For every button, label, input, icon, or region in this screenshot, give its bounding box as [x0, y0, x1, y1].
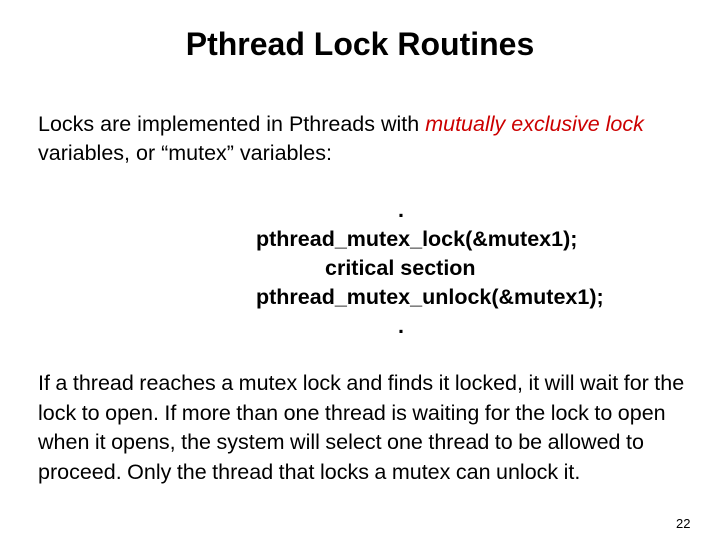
code-ellipsis-bottom: . — [398, 314, 404, 338]
code-critical-section: critical section — [325, 256, 476, 280]
intro-text — [38, 110, 688, 168]
code-ellipsis-top: . — [398, 198, 404, 222]
slide-title: Pthread Lock Routines — [185, 26, 535, 62]
intro-emphasis: mutually exclusive lock — [425, 112, 644, 136]
intro-part2: variables, or “mutex” variables: — [38, 141, 332, 165]
code-unlock-call: pthread_mutex_unlock(&mutex1); — [256, 285, 604, 309]
intro-part1: Locks are implemented in Pthreads with — [38, 112, 426, 136]
page-number: 22 — [676, 516, 691, 531]
code-lock-call: pthread_mutex_lock(&mutex1); — [256, 227, 578, 251]
explanation-paragraph: If a thread reaches a mutex lock and finds it locked, it will wait for the lock to open. If more than one thread is waiting for the lock to open when it opens, the system will select one thread to be allowed to proceed. Only the thread that locks a mutex can unlock it. — [38, 371, 685, 484]
